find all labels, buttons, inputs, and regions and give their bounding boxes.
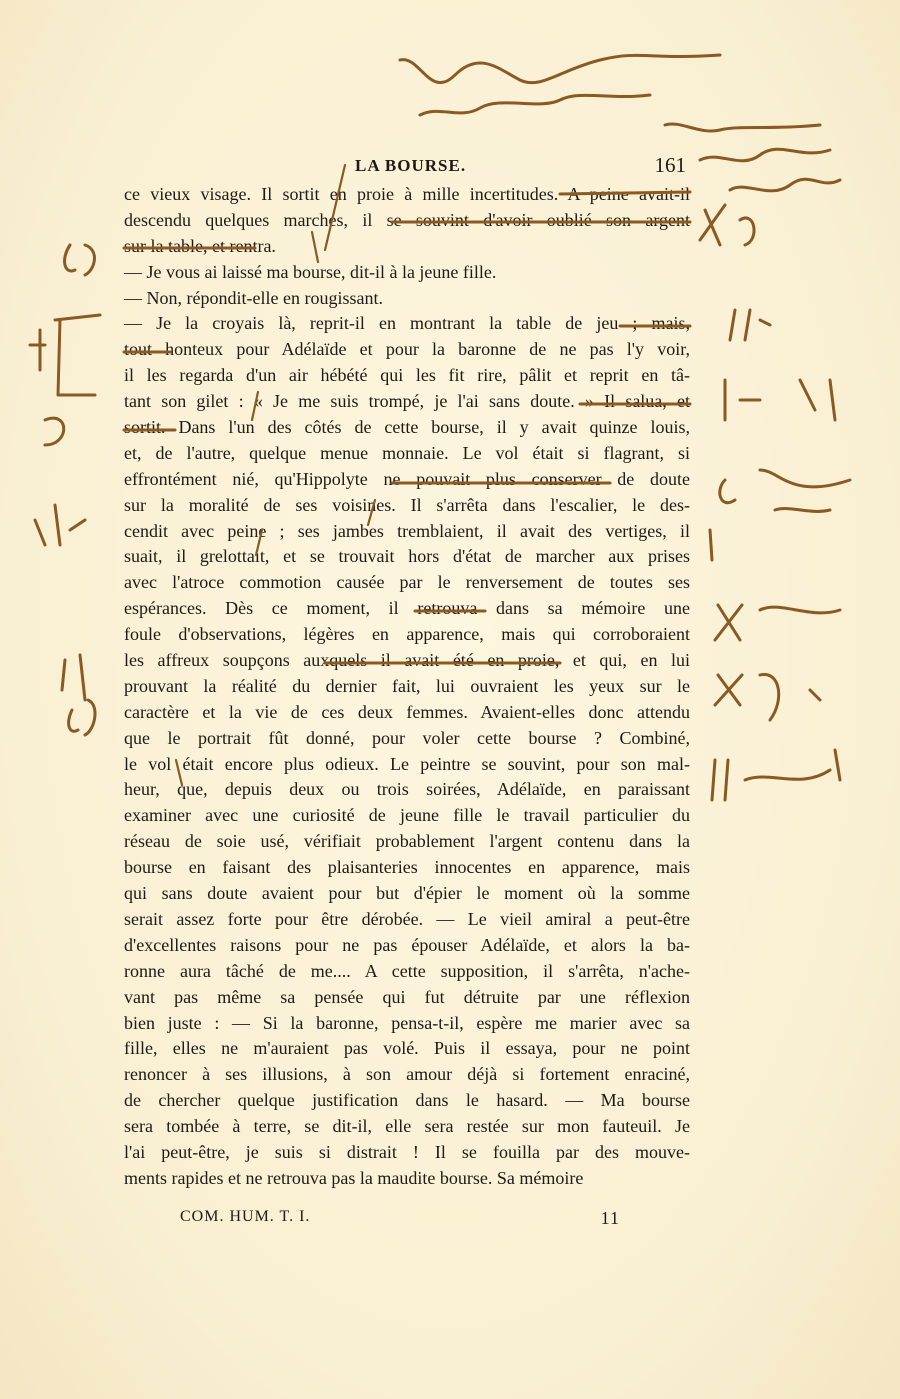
text-line: sur la moralité de ses voisines. Il s'arrêta dans l'escalier, le des- bbox=[124, 494, 690, 515]
right-mark-5 bbox=[710, 530, 712, 560]
text-line: ce vieux visage. Il sortit en proie à mille incertitudes. A peine avait-il bbox=[124, 184, 690, 204]
text-line: de chercher quelque justification dans le hasard. — Ma bourse bbox=[124, 1090, 690, 1111]
page-header bbox=[125, 153, 690, 180]
text-line: bourse en faisant des plaisanteries innocentes en apparence, mais bbox=[124, 857, 690, 878]
text-line: le vol était encore plus odieux. Le peintre se souvint, pour son mal- bbox=[124, 753, 690, 774]
text-line: examiner avec une curiosité de jeune fille le travail particulier du bbox=[124, 805, 690, 826]
signature-number: 11 bbox=[600, 1208, 620, 1228]
text-line: espérances. Dès ce moment, il retrouva dans sa mémoire une bbox=[124, 598, 690, 619]
text-line: ments rapides et ne retrouva pas la maudite bourse. Sa mémoire bbox=[124, 1167, 584, 1188]
text-line: cendit avec peine ; ses jambes tremblaient, il avait des vertiges, il bbox=[124, 520, 690, 541]
running-title: LA BOURSE. bbox=[355, 156, 467, 175]
text-line: heur, que, depuis deux ou trois soirées, Adélaïde, en paraissant bbox=[124, 779, 690, 800]
scrawl-top-2 bbox=[420, 95, 650, 115]
body-text bbox=[124, 182, 690, 1192]
scrawl-right-1 bbox=[665, 124, 820, 131]
left-mark-5 bbox=[62, 655, 85, 700]
scrawl-right-3 bbox=[730, 179, 840, 191]
text-line: renoncer à ses illusions, à son amour déjà si fortement enraciné, bbox=[124, 1064, 690, 1085]
text-line: l'ai peut-être, je suis si distrait ! Il se fouilla par des mouve- bbox=[124, 1141, 690, 1162]
text-line: fille, elles ne m'auraient pas volé. Puis il essaya, pour ne point bbox=[124, 1038, 690, 1059]
page-number: 161 bbox=[654, 153, 686, 177]
left-mark-1 bbox=[65, 245, 95, 275]
text-line: effrontément nié, qu'Hippolyte ne pouvait plus conserver de doute bbox=[124, 468, 690, 489]
text-line: foule d'observations, légères en apparence, mais qui corroboraient bbox=[124, 624, 690, 645]
text-line: descendu quelques marches, il se souvint d'avoir oublié son argent bbox=[124, 209, 690, 230]
left-mark-3 bbox=[45, 418, 64, 445]
right-mark-1 bbox=[700, 205, 754, 245]
text-line: — Non, répondit-elle en rougissant. bbox=[124, 287, 383, 308]
right-mark-3 bbox=[725, 380, 835, 420]
text-line: serait assez forte pour être dérobée. — Le vieil amiral a peut-être bbox=[124, 908, 690, 929]
text-line: — Je la croyais là, reprit-il en montrant la table de jeu ; mais, bbox=[124, 313, 690, 334]
text-line: il les regarda d'un air hébété qui les fit rire, pâlit et reprit en tâ- bbox=[124, 365, 690, 386]
printer-signature: COM. HUM. T. I. bbox=[180, 1208, 311, 1225]
text-line: les affreux soupçons auxquels il avait été en proie, et qui, en lui bbox=[124, 650, 690, 671]
right-mark-2 bbox=[730, 310, 770, 340]
text-line: prouvant la réalité du dernier fait, lui ouvraient les yeux sur le bbox=[124, 675, 690, 696]
right-mark-7 bbox=[715, 674, 820, 720]
right-mark-6 bbox=[715, 605, 840, 640]
text-line: — Je vous ai laissé ma bourse, dit-il à la jeune fille. bbox=[124, 261, 497, 282]
text-line: sortit. Dans l'un des côtés de cette bourse, il y avait quinze louis, bbox=[124, 417, 690, 438]
text-line: sera tombée à terre, se dit-il, elle sera restée sur mon fauteuil. Je bbox=[124, 1116, 690, 1137]
text-line: qui sans doute avaient pour but d'épier le moment où la somme bbox=[124, 883, 690, 904]
text-line: que le portrait fût donné, pour voler cette bourse ? Combiné, bbox=[124, 727, 690, 748]
scrawl-top bbox=[400, 55, 720, 83]
text-line: d'excellentes raisons pour ne pas épouser Adélaïde, et alors la ba- bbox=[124, 934, 690, 955]
text-line: tout honteux pour Adélaïde et pour la baronne de ne pas l'y voir, bbox=[124, 339, 690, 360]
right-mark-4 bbox=[720, 470, 850, 511]
left-mark-4 bbox=[35, 505, 85, 545]
text-line: réseau de soie usé, vérifiait probablement l'argent contenu dans la bbox=[124, 831, 690, 852]
right-mark-8 bbox=[712, 750, 840, 800]
text-line: et, de l'autre, quelque menue monnaie. Le vol était si flagrant, si bbox=[124, 442, 690, 463]
text-line: tant son gilet : « Je me suis trompé, je l'ai sans doute. » Il salua, et bbox=[124, 391, 690, 412]
text-line: vant pas même sa pensée qui fut détruite par une réflexion bbox=[124, 986, 690, 1007]
page-footer bbox=[180, 1208, 620, 1232]
left-mark-6 bbox=[69, 700, 95, 735]
text-line: caractère et la vie de ces deux femmes. Avaient-elles donc attendu bbox=[124, 701, 690, 722]
text-line: bien juste : — Si la baronne, pensa-t-il, espère me marier avec sa bbox=[124, 1012, 690, 1033]
scrawl-right-2 bbox=[700, 149, 830, 161]
text-line: avec l'atroce commotion causée par le renversement de toutes ses bbox=[124, 572, 690, 593]
text-line: sur la table, et rentra. bbox=[124, 235, 276, 256]
text-line: ronne aura tâché de me.... A cette supposition, il s'arrêta, n'ache- bbox=[124, 960, 690, 981]
text-line: suait, il grelottait, et se trouvait hors d'état de marcher aux prises bbox=[124, 546, 690, 567]
left-mark-2 bbox=[30, 315, 100, 395]
